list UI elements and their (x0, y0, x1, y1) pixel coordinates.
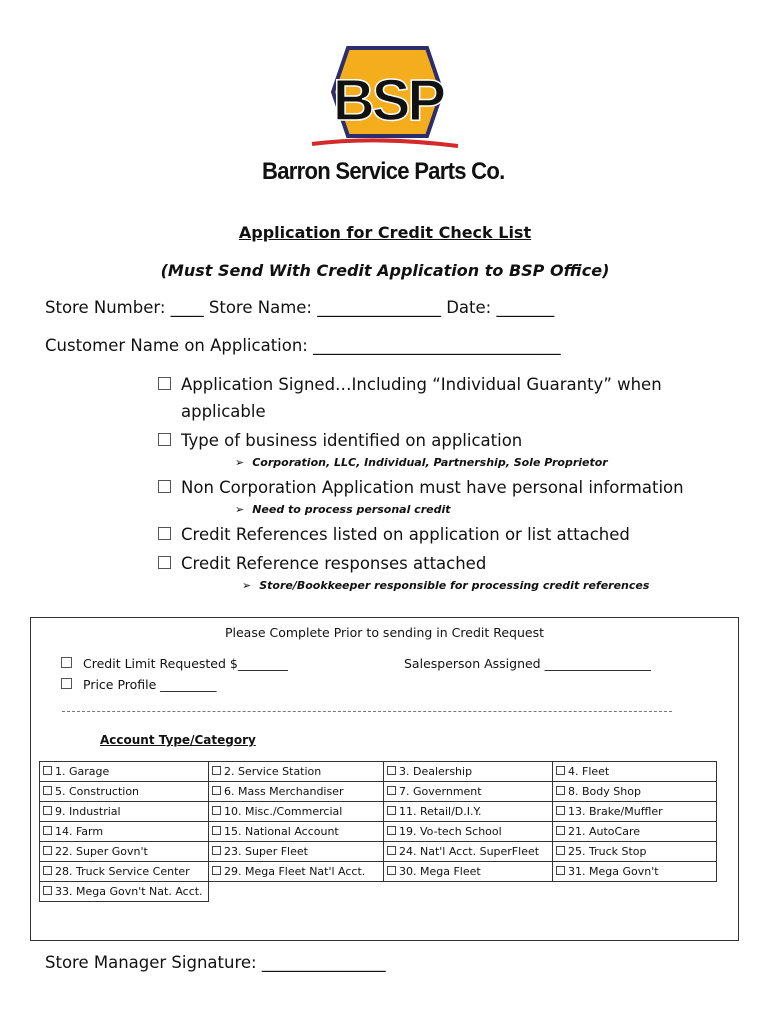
category-label: 3. Dealership (399, 765, 473, 778)
checkbox[interactable] (158, 556, 171, 569)
checkbox[interactable] (212, 846, 221, 855)
account-category-table (39, 761, 717, 902)
credit-limit-label: Credit Limit Requested $________ (83, 656, 288, 671)
category-cell (209, 842, 384, 862)
checkbox[interactable] (43, 866, 52, 875)
checkbox[interactable] (212, 806, 221, 815)
category-cell (40, 842, 209, 862)
price-profile-label: Price Profile _________ (83, 677, 217, 692)
checkbox[interactable] (212, 866, 221, 875)
sub-item-label: Store/Bookkeeper responsible for processing credit references (259, 579, 650, 592)
category-label: 9. Industrial (55, 805, 121, 818)
checklist-item-responses (158, 550, 486, 577)
store-info-line: Store Number: ____ Store Name: _______________ Date: _______ (45, 298, 555, 317)
account-type-heading: Account Type/Category (100, 733, 256, 747)
arrow-bullet-icon: ➢ (235, 456, 245, 469)
category-label: 1. Garage (55, 765, 110, 778)
sub-item (242, 579, 649, 592)
category-cell (40, 802, 209, 822)
checklist-label: Credit Reference responses attached (181, 554, 487, 573)
checkbox[interactable] (43, 806, 52, 815)
category-cell (209, 802, 384, 822)
category-cell (384, 762, 553, 782)
category-cell (384, 862, 553, 882)
sub-item (235, 503, 450, 516)
checkbox[interactable] (556, 866, 565, 875)
signature-line: Store Manager Signature: _______________ (45, 953, 386, 972)
table-row (40, 762, 717, 782)
category-label: 22. Super Govn't (55, 845, 148, 858)
table-row (40, 822, 717, 842)
category-label: 15. National Account (224, 825, 339, 838)
checkbox[interactable] (212, 786, 221, 795)
category-label: 31. Mega Govn't (568, 865, 659, 878)
checkbox[interactable] (212, 766, 221, 775)
checkbox[interactable] (61, 657, 72, 668)
bsp-logo (300, 40, 480, 150)
checkbox[interactable] (556, 786, 565, 795)
checklist-label: Type of business identified on application (181, 431, 523, 450)
salesperson-field: Salesperson Assigned _________________ (404, 656, 651, 671)
category-cell (384, 822, 553, 842)
category-cell (209, 862, 384, 882)
table-row (40, 862, 717, 882)
category-label: 6. Mass Merchandiser (224, 785, 344, 798)
checkbox[interactable] (387, 846, 396, 855)
checkbox[interactable] (556, 846, 565, 855)
checklist-item-business-type (158, 427, 522, 454)
page-subtitle: (Must Send With Credit Application to BSP Office) (160, 261, 610, 280)
category-label: 14. Farm (55, 825, 104, 838)
checkbox[interactable] (158, 480, 171, 493)
category-label: 30. Mega Fleet (399, 865, 481, 878)
table-row (40, 782, 717, 802)
checkbox[interactable] (43, 886, 52, 895)
company-name: Barron Service Parts Co. (262, 158, 505, 185)
checkbox[interactable] (387, 826, 396, 835)
category-label: 10. Misc./Commercial (224, 805, 343, 818)
checkbox[interactable] (158, 433, 171, 446)
checkbox[interactable] (43, 786, 52, 795)
category-cell (40, 762, 209, 782)
category-cell (553, 842, 717, 862)
category-cell (553, 822, 717, 842)
divider (62, 711, 672, 712)
checkbox[interactable] (556, 766, 565, 775)
arrow-bullet-icon: ➢ (235, 503, 245, 516)
checklist-item-references (158, 521, 630, 548)
category-cell (553, 862, 717, 882)
category-label: 23. Super Fleet (224, 845, 308, 858)
table-row (40, 802, 717, 822)
price-profile-field (61, 677, 217, 692)
sub-item-label: Corporation, LLC, Individual, Partnership, Sole Proprietor (252, 456, 608, 469)
category-cell (553, 762, 717, 782)
checklist-label: Non Corporation Application must have personal information (181, 478, 684, 497)
category-label: 29. Mega Fleet Nat'l Acct. (224, 865, 366, 878)
checklist-continuation: applicable (181, 402, 266, 421)
checkbox[interactable] (387, 766, 396, 775)
table-row (40, 882, 717, 902)
category-cell (40, 862, 209, 882)
category-label: 8. Body Shop (568, 785, 641, 798)
category-label: 5. Construction (55, 785, 140, 798)
checkbox[interactable] (61, 678, 72, 689)
checkbox[interactable] (43, 826, 52, 835)
category-cell (209, 822, 384, 842)
sub-item-label: Need to process personal credit (252, 503, 451, 516)
category-label: 28. Truck Service Center (55, 865, 190, 878)
category-cell (209, 762, 384, 782)
category-cell (384, 802, 553, 822)
panel-heading: Please Complete Prior to sending in Credit Request (224, 625, 545, 640)
checkbox[interactable] (387, 866, 396, 875)
checkbox[interactable] (387, 786, 396, 795)
category-cell (40, 782, 209, 802)
checkbox[interactable] (158, 527, 171, 540)
category-label: 19. Vo-tech School (399, 825, 502, 838)
category-label: 7. Government (399, 785, 482, 798)
credit-limit-field (61, 656, 288, 671)
category-cell (40, 822, 209, 842)
category-cell (384, 842, 553, 862)
sub-item (235, 456, 608, 469)
category-label: 21. AutoCare (568, 825, 640, 838)
category-cell (209, 782, 384, 802)
category-cell (553, 782, 717, 802)
category-label: 25. Truck Stop (568, 845, 647, 858)
category-cell (553, 802, 717, 822)
logo-letters: BSP (332, 68, 444, 133)
checkbox[interactable] (158, 377, 171, 390)
category-label: 33. Mega Govn't Nat. Acct. (55, 885, 203, 898)
category-label: 2. Service Station (224, 765, 322, 778)
category-label: 24. Nat'l Acct. SuperFleet (399, 845, 540, 858)
category-cell (384, 782, 553, 802)
table-row (40, 842, 717, 862)
category-label: 11. Retail/D.I.Y. (399, 805, 482, 818)
checkbox[interactable] (556, 806, 565, 815)
checkbox[interactable] (387, 806, 396, 815)
page-title: Application for Credit Check List (238, 223, 532, 242)
checklist-label: Application Signed…Including “Individual Guaranty” when (181, 375, 662, 394)
category-label: 4. Fleet (568, 765, 610, 778)
customer-name-line: Customer Name on Application: ______________________________ (45, 336, 561, 355)
checkbox[interactable] (43, 846, 52, 855)
checkbox[interactable] (212, 826, 221, 835)
arrow-bullet-icon: ➢ (242, 579, 252, 592)
checkbox[interactable] (556, 826, 565, 835)
checkbox[interactable] (43, 766, 52, 775)
checklist-label: Credit References listed on application or list attached (181, 525, 630, 544)
checklist-item-personal-info (158, 474, 684, 501)
category-cell (40, 882, 209, 902)
category-label: 13. Brake/Muffler (568, 805, 663, 818)
checklist-item-signed (158, 371, 662, 398)
